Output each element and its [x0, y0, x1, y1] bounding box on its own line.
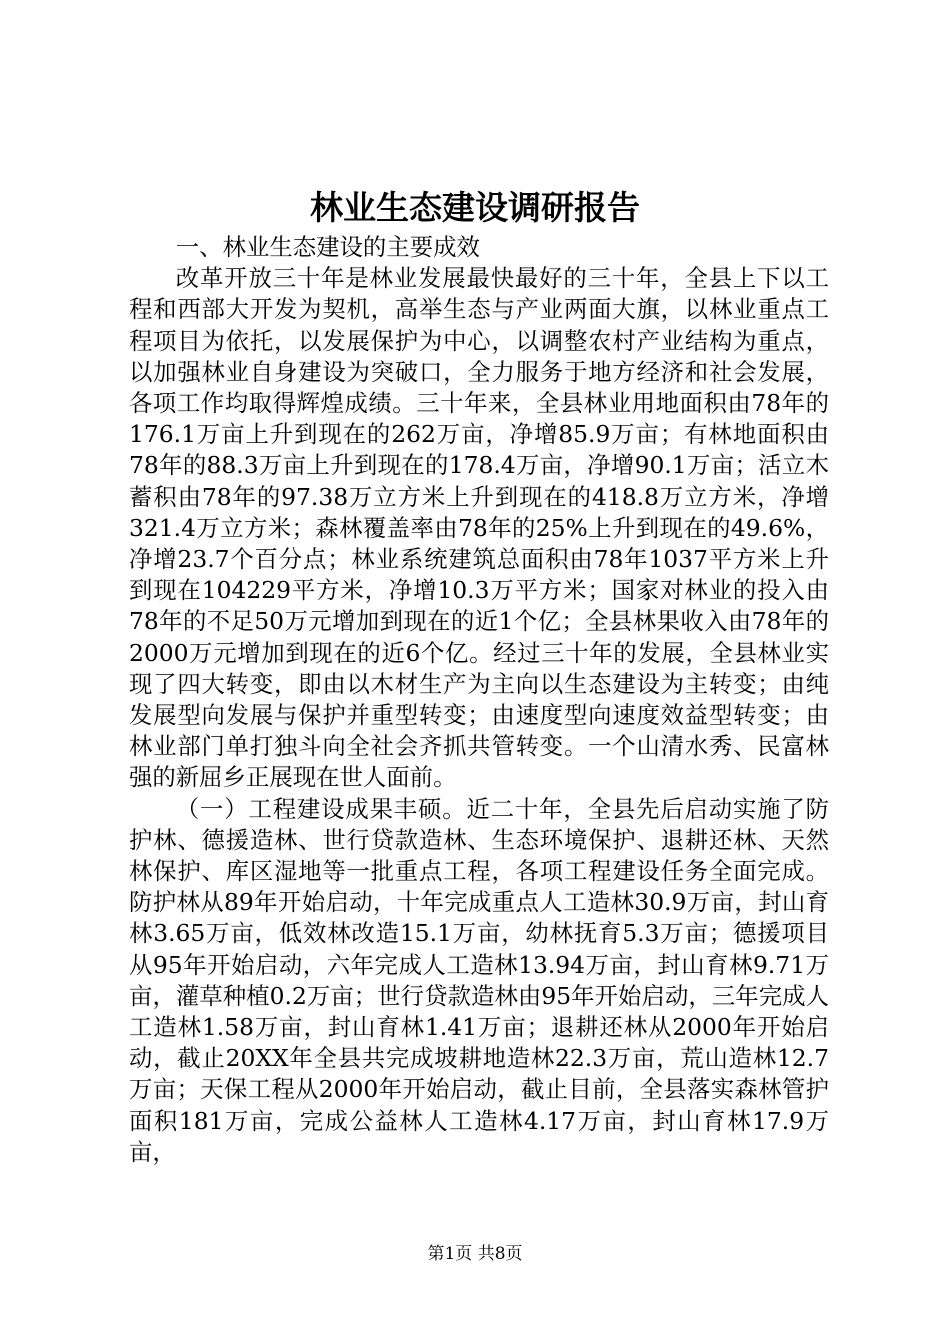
paragraph: 改革开放三十年是林业发展最快最好的三十年，全县上下以工程和西部大开发为契机，高举生态与产业两面大旗，以林业重点工程项目为依托，以发展保护为中心，以调整农村产业结构为重点，以加强林业自身建设为突破口，全力服务于地方经济和社会发展，各项工作均取得辉煌成绩。三十年来，全县林业用地面积由78年的176.1万亩上升到现在的262万亩，净增85.9万亩；有林地面积由78年的88.3万亩上升到现在的178.4万亩，净增90.1万亩；活立木蓄积由78年的97.38万立方米上升到现在的418.8万立方米，净增321.4万立方米；森林覆盖率由78年的25%上升到现在的49.6%，净增23.7个百分点；林业系统建筑总面积由78年1037平方米上升到现在104229平方米，净增10.3万平方米；国家对林业的投入由78年的不足50万元增加到现在的近1个亿；全县林果收入由78年的2000万元增加到现在的近6个亿。经过三十年的发展，全县林业实现了四大转变，即由以木材生产为主向以生态建设为主转变；由纯发展型向发展与保护并重型转变；由速度型向速度效益型转变；由林业部门单打独斗向全社会齐抓共管转变。一个山清水秀、民富林强的新屈乡正展现在世人面前。 — [129, 264, 829, 792]
section-heading: 一、林业生态建设的主要成效 — [175, 233, 480, 261]
page-number-footer: 第1页 共8页 — [427, 1244, 523, 1264]
paragraph: （一）工程建设成果丰硕。近二十年，全县先后启动实施了防护林、德援造林、世行贷款造林、生态环境保护、退耕还林、天然林保护、库区湿地等一批重点工程，各项工程建设任务全面完成。防护林从89年开始启动，十年完成重点人工造林30.9万亩，封山育林3.65万亩，低效林改造15.1万亩，幼林抚育5.3万亩；德援项目从95年开始启动，六年完成人工造林13.94万亩，封山育林9.71万亩，灌草种植0.2万亩；世行贷款造林由95年开始启动，三年完成人工造林1.58万亩，封山育林1.41万亩；退耕还林从2000年开始启动，截止20XX年全县共完成坡耕地造林22.3万亩，荒山造林12.7万亩；天保工程从2000年开始启动，截止目前，全县落实森林管护面积181万亩，完成公益林人工造林4.17万亩，封山育林17.9万亩， — [129, 794, 829, 1166]
document-body — [129, 232, 829, 1168]
document-title: 林业生态建设调研报告 — [310, 188, 640, 227]
